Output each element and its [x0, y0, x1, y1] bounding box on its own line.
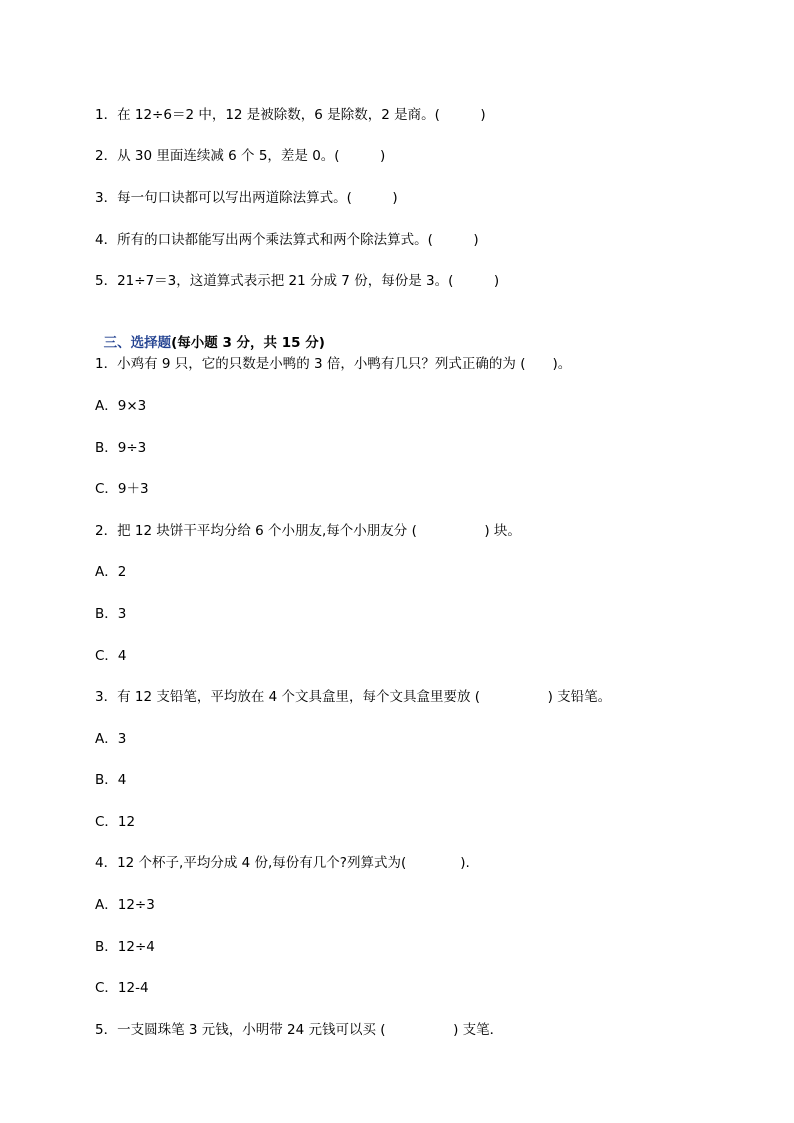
question-1-stem: 1．小鸡有 9 只，它的只数是小鸭的 3 倍，小鸭有几只？列式正确的为 ( )。 [95, 356, 572, 372]
question-3-stem: 3．有 12 支铅笔，平均放在 4 个文具盒里，每个文具盒里要放 ( ) 支铅笔。 [95, 689, 612, 705]
tf-item-1: 1．在 12÷6＝2 中，12 是被除数，6 是除数，2 是商。( ) [95, 107, 486, 123]
tf-item-3: 3．每一句口诀都可以写出两道除法算式。( ) [95, 190, 398, 206]
question-2-option-a: A．2 [95, 564, 127, 580]
question-1-option-a: A．9×3 [95, 398, 147, 414]
tf-item-5: 5．21÷7＝3，这道算式表示把 21 分成 7 份，每份是 3。( ) [95, 273, 500, 289]
question-2-stem: 2．把 12 块饼干平均分给 6 个小朋友,每个小朋友分 ( ) 块。 [95, 523, 521, 539]
question-1-option-c: C．9＋3 [95, 481, 149, 497]
question-5-stem: 5．一支圆珠笔 3 元钱，小明带 24 元钱可以买 ( ) 支笔． [95, 1022, 504, 1038]
question-2-option-b: B．3 [95, 606, 127, 622]
question-4-stem: 4．12 个杯子,平均分成 4 份,每份有几个?列算式为( ). [95, 855, 470, 871]
question-2-option-c: C．4 [95, 648, 127, 664]
tf-item-2: 2．从 30 里面连续减 6 个 5，差是 0。( ) [95, 148, 386, 164]
question-3-option-b: B．4 [95, 772, 127, 788]
question-4-option-a: A．12÷3 [95, 897, 155, 913]
section-header [95, 313, 325, 353]
section-note: (每小题 3 分，共 15 分) [171, 335, 325, 351]
question-4-option-b: B．12÷4 [95, 939, 155, 955]
question-1-option-b: B．9÷3 [95, 440, 147, 456]
section-title: 三、选择题 [103, 335, 172, 351]
question-4-option-c: C．12-4 [95, 980, 149, 996]
tf-item-4: 4．所有的口诀都能写出两个乘法算式和两个除法算式。( ) [95, 232, 479, 248]
question-3-option-a: A．3 [95, 731, 127, 747]
question-3-option-c: C．12 [95, 814, 136, 830]
